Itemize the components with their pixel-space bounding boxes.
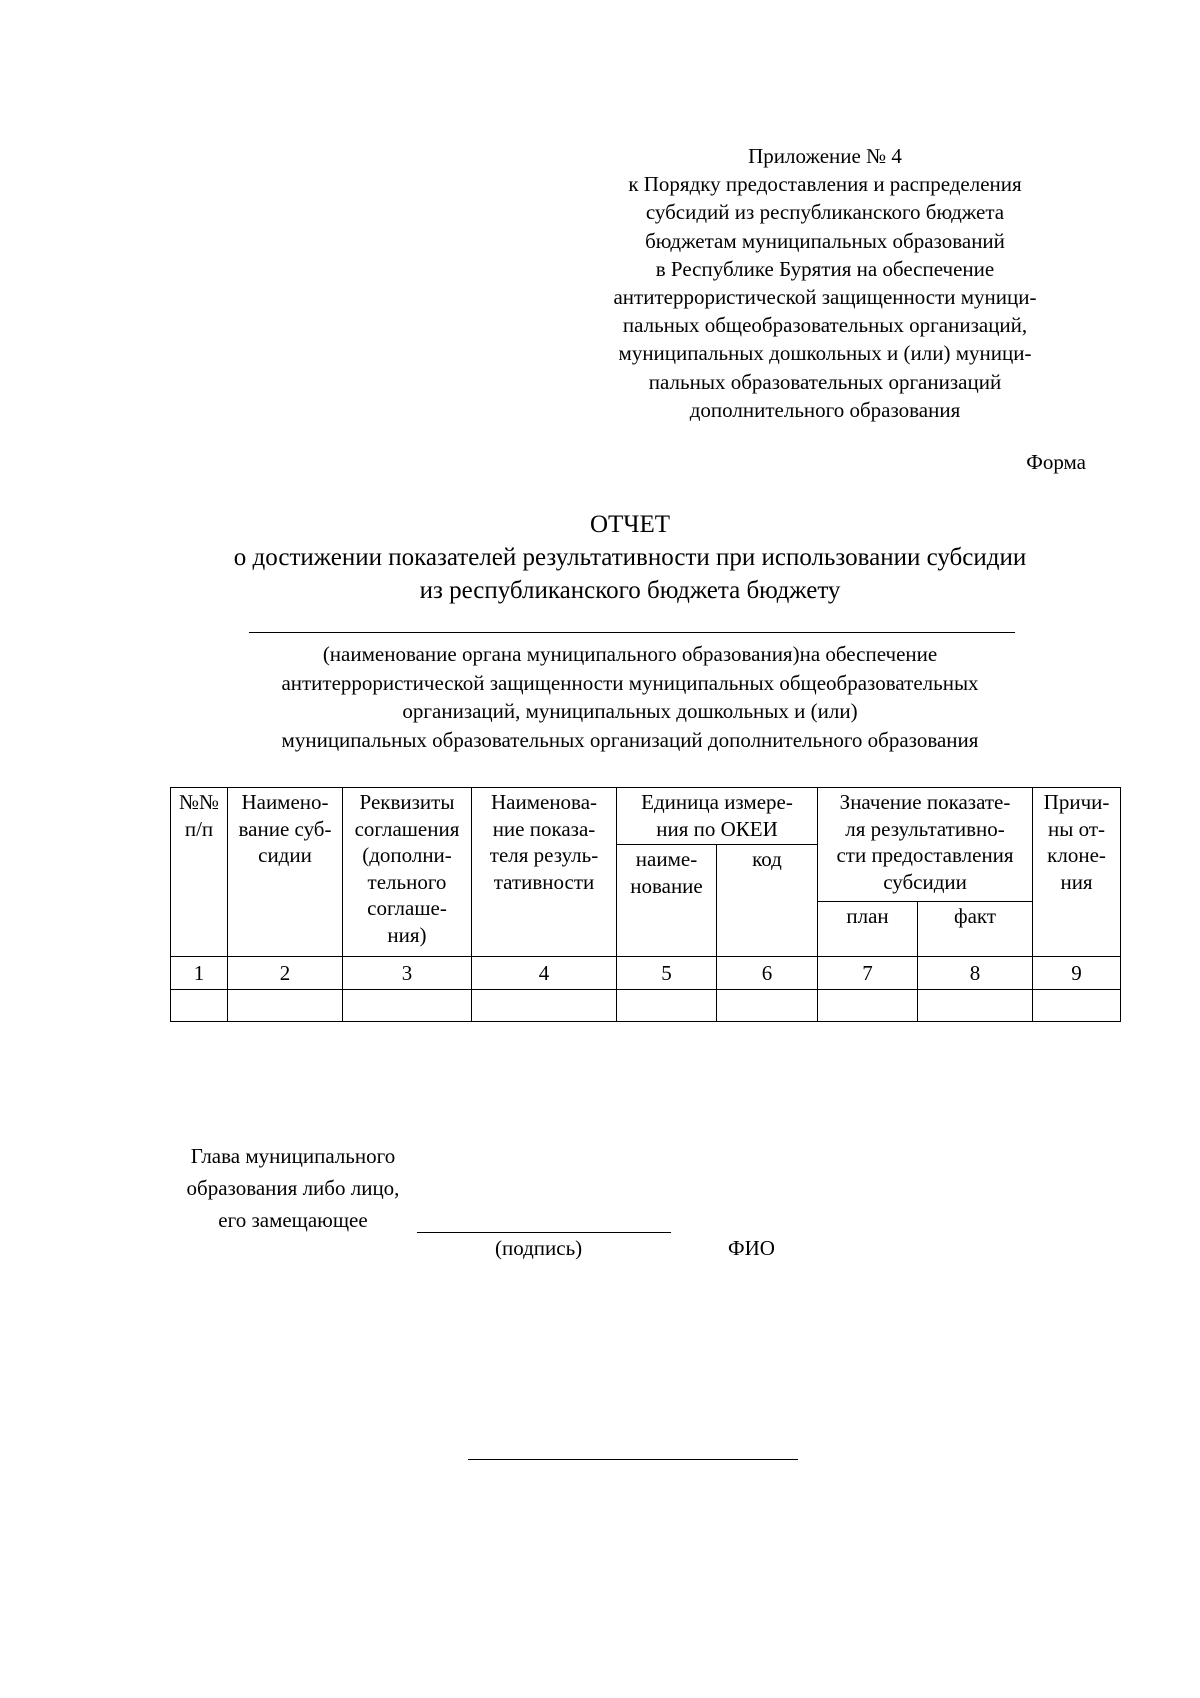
header-text: субсидии (883, 869, 967, 894)
header-text: Причи- (1043, 790, 1110, 814)
appendix-line: бюджетам муниципальных образований (645, 228, 1005, 253)
empty-cell (343, 990, 472, 1022)
org-caption-line: муниципальных образовательных организаций дополнительного образования (281, 727, 979, 752)
empty-cell (472, 990, 617, 1022)
appendix-line: антитеррористической защищенности муници- (613, 285, 1037, 310)
header-text: ния) (387, 922, 427, 947)
appendix-line: Приложение № 4 (748, 144, 902, 168)
column-number: 5 (617, 957, 717, 990)
org-caption-line: (наименование органа муниципального образования)на обеспечение (322, 642, 938, 666)
org-caption-line: антитеррористической защищенности муниципальных общеобразовательных (281, 670, 979, 695)
column-number: 2 (228, 957, 343, 990)
report-heading: ОТЧЕТ (589, 511, 671, 538)
header-text: соглаше- (367, 896, 447, 920)
header-text: Реквизиты (359, 790, 455, 814)
appendix-header (560, 142, 1090, 424)
header-text: тативности (493, 869, 595, 894)
appendix-line: пальных образовательных организаций (648, 369, 1002, 394)
header-text: соглашения (354, 816, 460, 841)
report-title (0, 508, 1200, 607)
appendix-line: муниципальных дошкольных и (или) муници- (618, 341, 1032, 366)
header-cell-agreement (343, 788, 472, 957)
header-text: Единица измере- (641, 790, 793, 814)
header-text: п/п (184, 816, 214, 841)
column-number: 1 (171, 957, 228, 990)
header-cell-subsidy-name (228, 788, 343, 957)
signature-caption: (подпись) (495, 1236, 583, 1260)
header-text: сидии (258, 843, 312, 867)
header-text: ны от- (1048, 816, 1106, 841)
empty-cell (617, 990, 717, 1022)
column-numbers-row (171, 957, 1121, 990)
empty-cell (918, 990, 1033, 1022)
header-text: тельного (367, 869, 447, 894)
empty-cell (717, 990, 818, 1022)
header-text: ния (1060, 869, 1093, 894)
report-subtitle-line: о достижении показателей результативности при использовании субсидии (233, 544, 1027, 571)
header-cell-value-group (818, 788, 1033, 902)
header-text: ля результативно- (845, 816, 1005, 841)
column-number: 4 (472, 957, 617, 990)
header-text: сти предоставления (836, 843, 1014, 867)
column-number: 8 (918, 957, 1033, 990)
signatory-role-line: его замещающее (218, 1208, 368, 1232)
header-text: ние показа- (492, 816, 596, 841)
header-text: план (846, 904, 889, 928)
header-cell-unit-code (717, 845, 818, 957)
header-cell-unit-name (617, 845, 717, 957)
report-subtitle-line: из республиканского бюджета бюджету (419, 577, 841, 604)
header-text: клоне- (1047, 843, 1106, 867)
empty-cell (228, 990, 343, 1022)
appendix-line: в Республике Бурятия на обеспечение (655, 256, 995, 281)
appendix-line: пальных общеобразовательных организаций, (622, 313, 1028, 338)
header-cell-deviation-reasons (1033, 788, 1121, 957)
header-text: нование (630, 873, 703, 898)
signatory-role (160, 1140, 426, 1236)
header-text: теля резуль- (489, 843, 599, 867)
appendix-line: к Порядку предоставления и распределения (628, 172, 1022, 197)
header-text: ния по ОКЕИ (656, 816, 778, 841)
column-number: 6 (717, 957, 818, 990)
column-number: 3 (343, 957, 472, 990)
appendix-line: дополнительного образования (689, 397, 961, 422)
header-text: код (752, 847, 782, 871)
empty-cell (171, 990, 228, 1022)
bottom-separator-line (468, 1459, 798, 1460)
header-text: Наименова- (490, 790, 598, 814)
signatory-role-line: Глава муниципального (190, 1144, 396, 1168)
header-text: Значение показате- (839, 790, 1011, 814)
column-number: 7 (818, 957, 918, 990)
report-table (170, 787, 1121, 1022)
header-cell-fact (918, 902, 1033, 957)
header-cell-number (171, 788, 228, 957)
signature-fill-line (417, 1232, 671, 1233)
form-label: Форма (1026, 450, 1086, 474)
empty-cell (1033, 990, 1121, 1022)
signatory-role-line: образования либо лицо, (186, 1176, 400, 1200)
header-text: №№ (178, 790, 220, 814)
name-caption: ФИО (728, 1236, 775, 1260)
empty-cell (818, 990, 918, 1022)
header-cell-plan (818, 902, 918, 957)
org-caption-line: организаций, муниципальных дошкольных и (или) (402, 699, 858, 723)
org-caption (0, 640, 1200, 754)
appendix-line: субсидий из республиканского бюджета (645, 200, 1005, 225)
header-text: факт (954, 904, 997, 928)
header-text: Наимено- (241, 790, 329, 814)
org-name-fill-line (249, 632, 1015, 633)
header-text: (дополни- (362, 843, 452, 867)
header-text: наиме- (635, 847, 698, 871)
table-row (171, 990, 1121, 1022)
header-cell-indicator-name (472, 788, 617, 957)
column-number: 9 (1033, 957, 1121, 990)
header-text: вание суб- (238, 816, 332, 841)
header-cell-unit-group (617, 788, 818, 845)
